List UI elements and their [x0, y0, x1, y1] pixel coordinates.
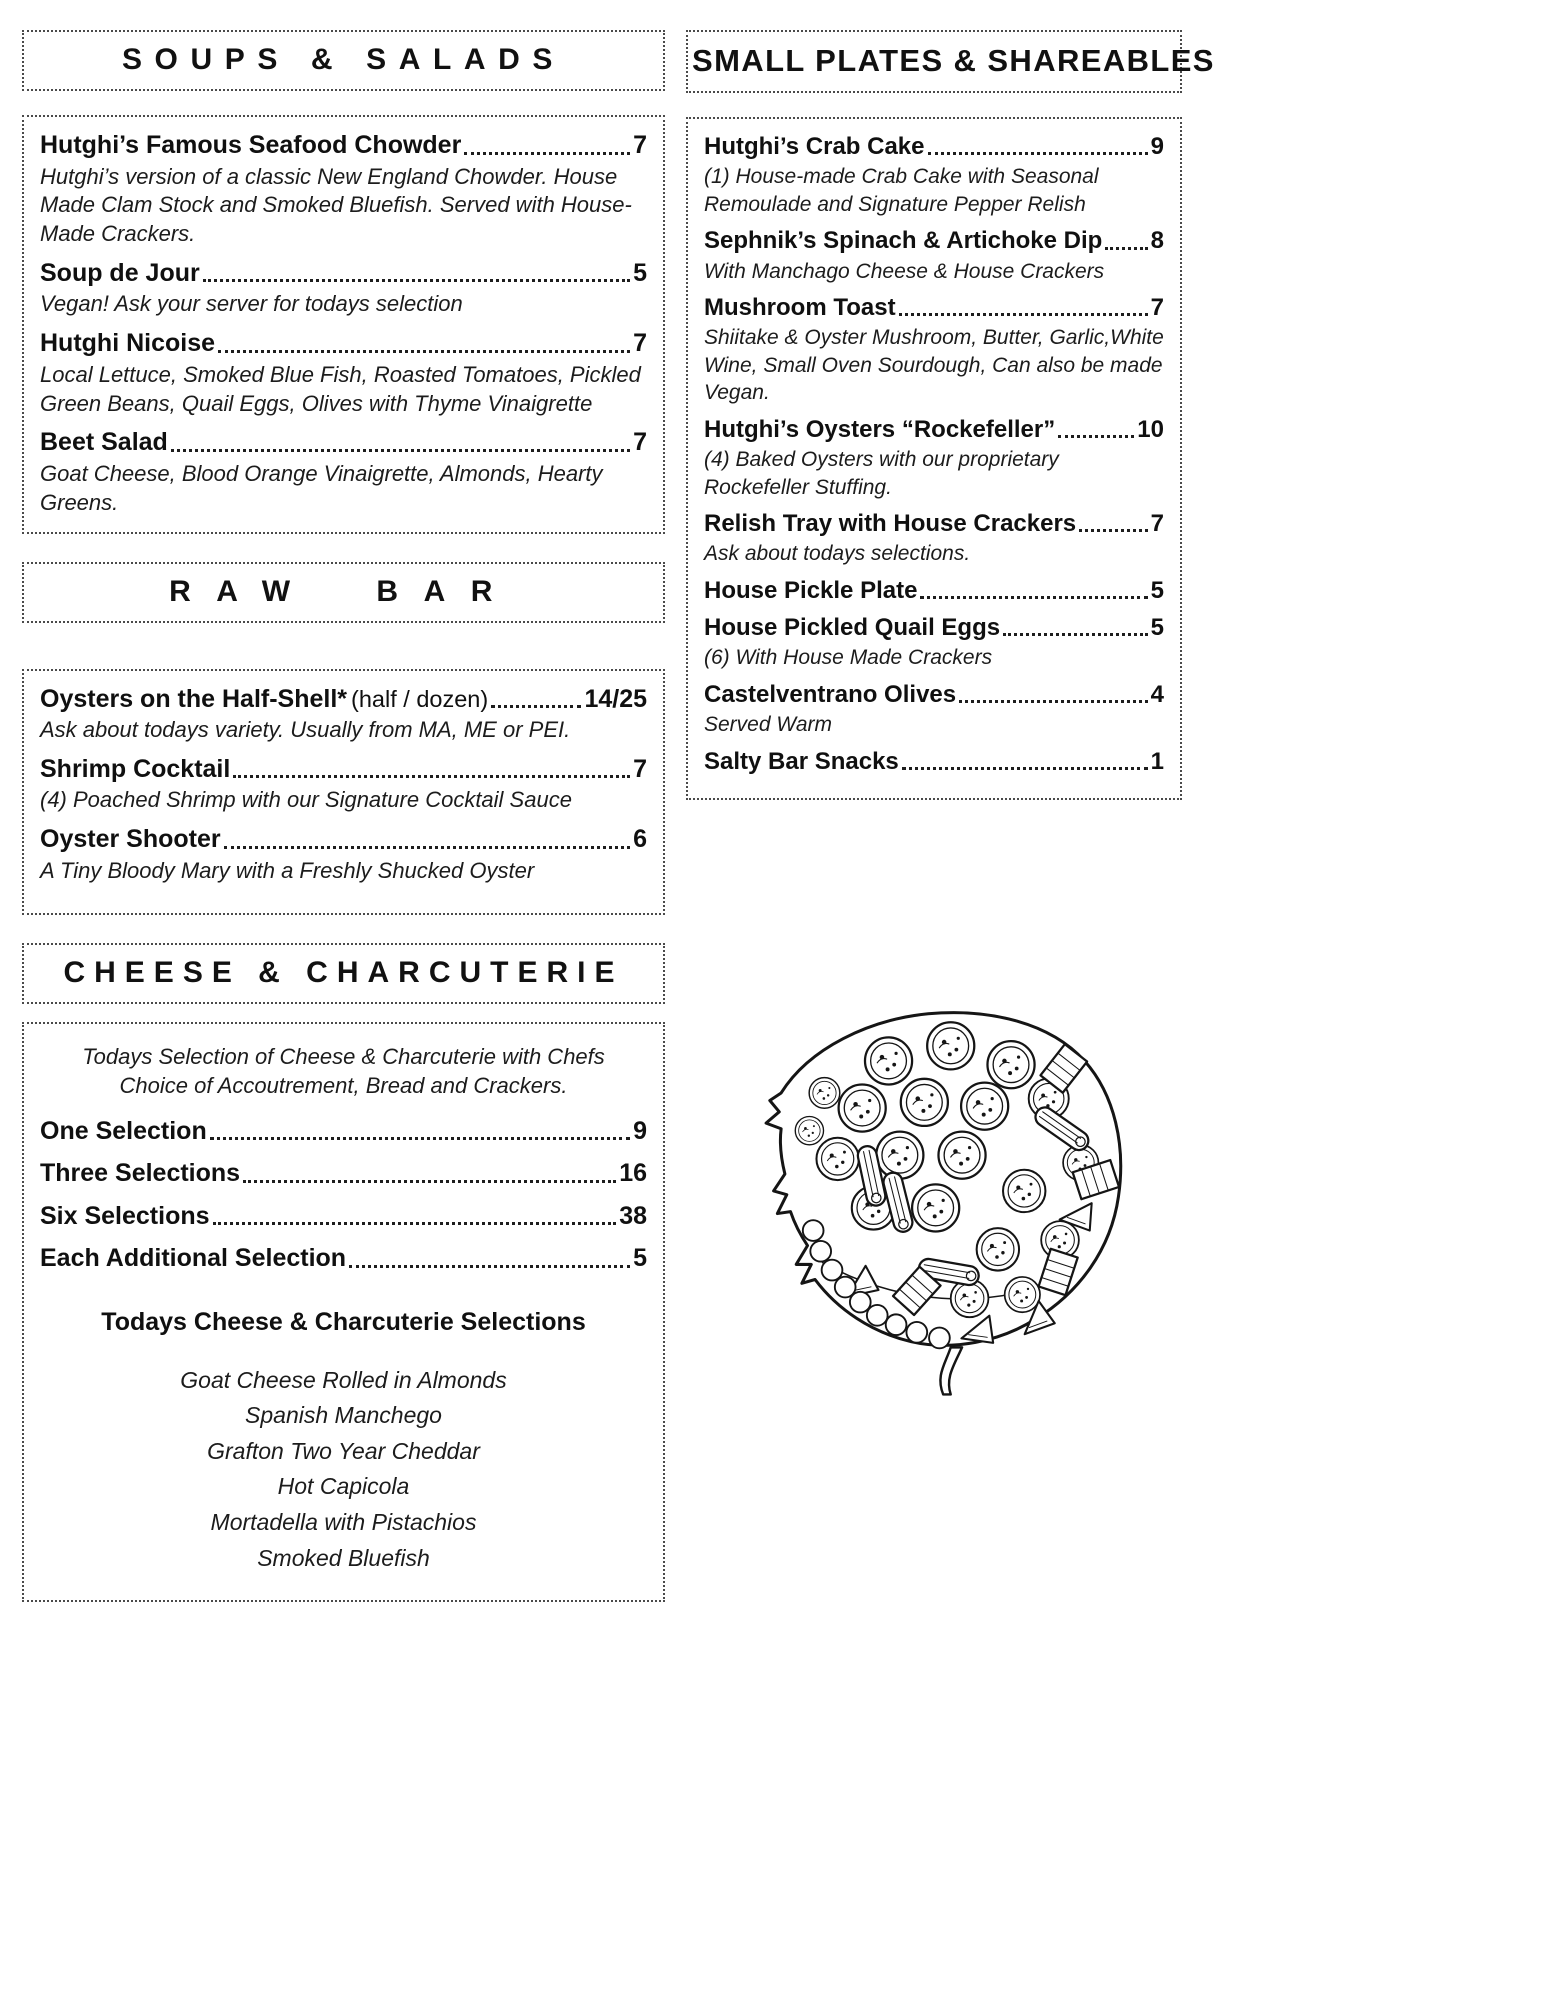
- dotted-leader: [233, 775, 630, 778]
- dotted-leader: [928, 152, 1148, 155]
- menu-item: [704, 680, 1164, 739]
- selection-line: Spanish Manchego: [245, 1402, 442, 1429]
- selection-line: Hot Capicola: [277, 1473, 410, 1500]
- right-column: [686, 30, 1215, 1407]
- menu-item-row: [704, 576, 1164, 605]
- dotted-leader: [1079, 529, 1147, 532]
- menu-item-description: Ask about todays selections.: [704, 542, 971, 566]
- menu-item-row: [704, 613, 1164, 642]
- menu-item-name: Castelventrano Olives: [704, 680, 957, 708]
- menu-item-suffix: (half / dozen): [351, 686, 489, 713]
- section-header-soups-salads: [22, 30, 665, 91]
- menu-item-description: Served Warm: [704, 713, 832, 737]
- menu-item: [40, 130, 647, 249]
- menu-item-price: 14/25: [584, 684, 647, 713]
- menu-item-name: Hutghi’s Famous Seafood Chowder: [40, 131, 462, 159]
- menu-item: [704, 576, 1164, 605]
- dotted-leader: [491, 705, 581, 708]
- section-title-small-plates: SMALL PLATES & SHAREABLES: [692, 43, 1215, 78]
- menu-item-price: 1: [1150, 747, 1164, 775]
- menu-item-price: 7: [633, 131, 647, 159]
- small-plates-items-box: [686, 117, 1182, 800]
- menu-item: [40, 754, 647, 815]
- dotted-leader: [1105, 247, 1147, 250]
- menu-item-description: Hutghi’s version of a classic New England Chowder. House Made Clam Stock and Smoked Bluefish. Served with House-Made Crackers.: [40, 163, 632, 247]
- cheese-price-list: [40, 1116, 647, 1274]
- todays-selections-list: [40, 1363, 647, 1577]
- menu-item-price: 16: [619, 1159, 647, 1188]
- menu-item-row: [40, 684, 647, 715]
- menu-item-price: 5: [633, 1244, 647, 1273]
- menu-item-row: [40, 1243, 647, 1274]
- menu-item-price: 7: [633, 754, 647, 783]
- dotted-leader: [171, 449, 630, 452]
- menu-item-name: Three Selections: [40, 1159, 241, 1188]
- menu-item-row: [40, 1116, 647, 1147]
- menu-item-name: Oyster Shooter: [40, 825, 221, 854]
- section-title-raw-bar: RAW BAR: [169, 574, 518, 608]
- charcuterie-leaf-illustration: [732, 978, 1128, 1402]
- menu-item-name: Salty Bar Snacks: [704, 747, 899, 775]
- selection-line: Mortadella with Pistachios: [210, 1509, 477, 1536]
- menu-item-name: Soup de Jour: [40, 258, 200, 287]
- menu-item-price: 6: [633, 825, 647, 854]
- menu-item-row: [704, 680, 1164, 709]
- menu-item-description: (6) With House Made Crackers: [704, 646, 993, 670]
- dotted-leader: [224, 846, 630, 849]
- menu-item: [704, 747, 1164, 776]
- menu-item-name: Beet Salad: [40, 428, 168, 457]
- menu-item-description: Shiitake & Oyster Mushroom, Butter, Garlic,White Wine, Small Oven Sourdough, Can also be made Vegan.: [704, 326, 1164, 405]
- menu-item: [704, 226, 1164, 285]
- section-title-soups-salads: SOUPS & SALADS: [121, 43, 566, 76]
- selection-line: Smoked Bluefish: [257, 1544, 430, 1571]
- menu-item-description: Goat Cheese, Blood Orange Vinaigrette, Almonds, Hearty Greens.: [40, 460, 603, 515]
- dotted-leader: [218, 350, 630, 353]
- section-header-small-plates: [686, 30, 1215, 93]
- menu-item: [40, 684, 647, 745]
- menu-item-row: [40, 328, 647, 359]
- menu-item: [40, 427, 647, 517]
- dotted-leader: [899, 313, 1148, 316]
- menu-item-name: House Pickle Plate: [704, 576, 918, 604]
- illustration-area: [732, 978, 1182, 1407]
- menu-item-name: Six Selections: [40, 1201, 210, 1230]
- dotted-leader: [959, 700, 1148, 703]
- menu-item-name: Sephnik’s Spinach & Artichoke Dip: [704, 227, 1103, 255]
- menu-item-name: Hutghi’s Crab Cake: [704, 133, 925, 160]
- menu-item-price: 38: [619, 1201, 647, 1230]
- menu-item-description: Ask about todays variety. Usually from MA, ME or PEI.: [40, 717, 571, 742]
- menu-item-price: 7: [633, 329, 647, 358]
- menu-item-price: 5: [633, 258, 647, 287]
- menu-item-name: Each Additional Selection: [40, 1244, 347, 1273]
- menu-item: [704, 293, 1164, 407]
- menu-item: [40, 258, 647, 319]
- menu-item-row: [40, 754, 647, 785]
- raw-bar-items-box: [22, 669, 665, 915]
- selection-line: Goat Cheese Rolled in Almonds: [180, 1366, 507, 1393]
- menu-item-price: 7: [633, 428, 647, 457]
- dotted-leader: [464, 152, 630, 155]
- menu-item-description: (4) Poached Shrimp with our Signature Cocktail Sauce: [40, 787, 572, 813]
- menu-item-description: Vegan! Ask your server for todays selection: [40, 291, 463, 317]
- selection-line: Grafton Two Year Cheddar: [207, 1437, 480, 1464]
- menu-item: [704, 132, 1164, 218]
- menu-item-price: 5: [1150, 576, 1164, 604]
- dotted-leader: [243, 1180, 616, 1183]
- menu-item: [40, 328, 647, 418]
- menu-item-row: [704, 293, 1164, 322]
- menu-item-row: [40, 1201, 647, 1232]
- menu-item-row: [704, 509, 1164, 538]
- menu-item: [704, 415, 1164, 501]
- menu-item-description: (1) House-made Crab Cake with Seasonal Remoulade and Signature Pepper Relish: [704, 165, 1099, 216]
- left-column: [22, 30, 665, 1602]
- section-header-raw-bar: [22, 562, 665, 623]
- menu-item-name: House Pickled Quail Eggs: [704, 614, 1001, 642]
- menu-item: [704, 509, 1164, 568]
- menu-item-price: 9: [633, 1116, 647, 1145]
- menu-item-description: Local Lettuce, Smoked Blue Fish, Roasted Tomatoes, Pickled Green Beans, Quail Eggs, Olives with Thyme Vinaigrette: [40, 361, 641, 416]
- menu-item-price: 10: [1137, 415, 1164, 443]
- menu-item-price: 7: [1150, 510, 1164, 538]
- menu-item-price: 5: [1150, 614, 1164, 642]
- section-header-cheese-charcuterie: [22, 943, 665, 1004]
- leaf-stem: [940, 1347, 962, 1394]
- menu-item-name: Mushroom Toast: [704, 294, 896, 322]
- menu-item-name: Shrimp Cocktail: [40, 754, 231, 783]
- menu-item-row: [704, 132, 1164, 161]
- dotted-leader: [1058, 435, 1134, 438]
- menu-item-row: [40, 824, 647, 855]
- menu-item-price: 7: [1150, 294, 1164, 322]
- todays-selections-title: Todays Cheese & Charcuterie Selections: [101, 1307, 586, 1336]
- menu-item-name: One Selection: [40, 1116, 207, 1145]
- menu-item-row: [40, 130, 647, 161]
- menu-item-price: 4: [1150, 680, 1164, 708]
- dotted-leader: [902, 767, 1148, 770]
- menu-item-description: With Manchago Cheese & House Crackers: [704, 259, 1105, 283]
- menu-item-row: [40, 258, 647, 289]
- menu-item: [40, 824, 647, 885]
- menu-item-row: [704, 415, 1164, 444]
- menu-item-row: [704, 747, 1164, 776]
- menu-item-price: 8: [1150, 227, 1164, 255]
- dotted-leader: [920, 596, 1147, 599]
- dotted-leader: [210, 1137, 630, 1140]
- menu-item-row: [40, 427, 647, 458]
- cheese-charcuterie-box: [22, 1022, 665, 1602]
- dotted-leader: [1003, 633, 1148, 636]
- menu-item: [704, 613, 1164, 672]
- menu-item-price: 9: [1150, 133, 1164, 160]
- dotted-leader: [213, 1222, 617, 1225]
- menu-item-name: Hutghi Nicoise: [40, 329, 216, 358]
- menu-item-name: Hutghi’s Oysters “Rockefeller”: [704, 415, 1056, 443]
- menu-item-description: (4) Baked Oysters with our proprietary Rockefeller Stuffing.: [704, 448, 1059, 499]
- menu-item-row: [704, 226, 1164, 255]
- section-title-cheese-charcuterie: CHEESE & CHARCUTERIE: [63, 955, 624, 989]
- soups-salads-items-box: [22, 115, 665, 534]
- dotted-leader: [203, 279, 630, 282]
- menu-item-name: Oysters on the Half-Shell*: [40, 684, 348, 713]
- menu-item-row: [40, 1158, 647, 1189]
- cheese-charcuterie-intro: Todays Selection of Cheese & Charcuterie with Chefs Choice of Accoutrement, Bread and Crackers.: [82, 1043, 605, 1098]
- menu-item-description: A Tiny Bloody Mary with a Freshly Shucked Oyster: [40, 857, 535, 883]
- menu-item-name: Relish Tray with House Crackers: [704, 510, 1077, 538]
- dotted-leader: [349, 1265, 630, 1268]
